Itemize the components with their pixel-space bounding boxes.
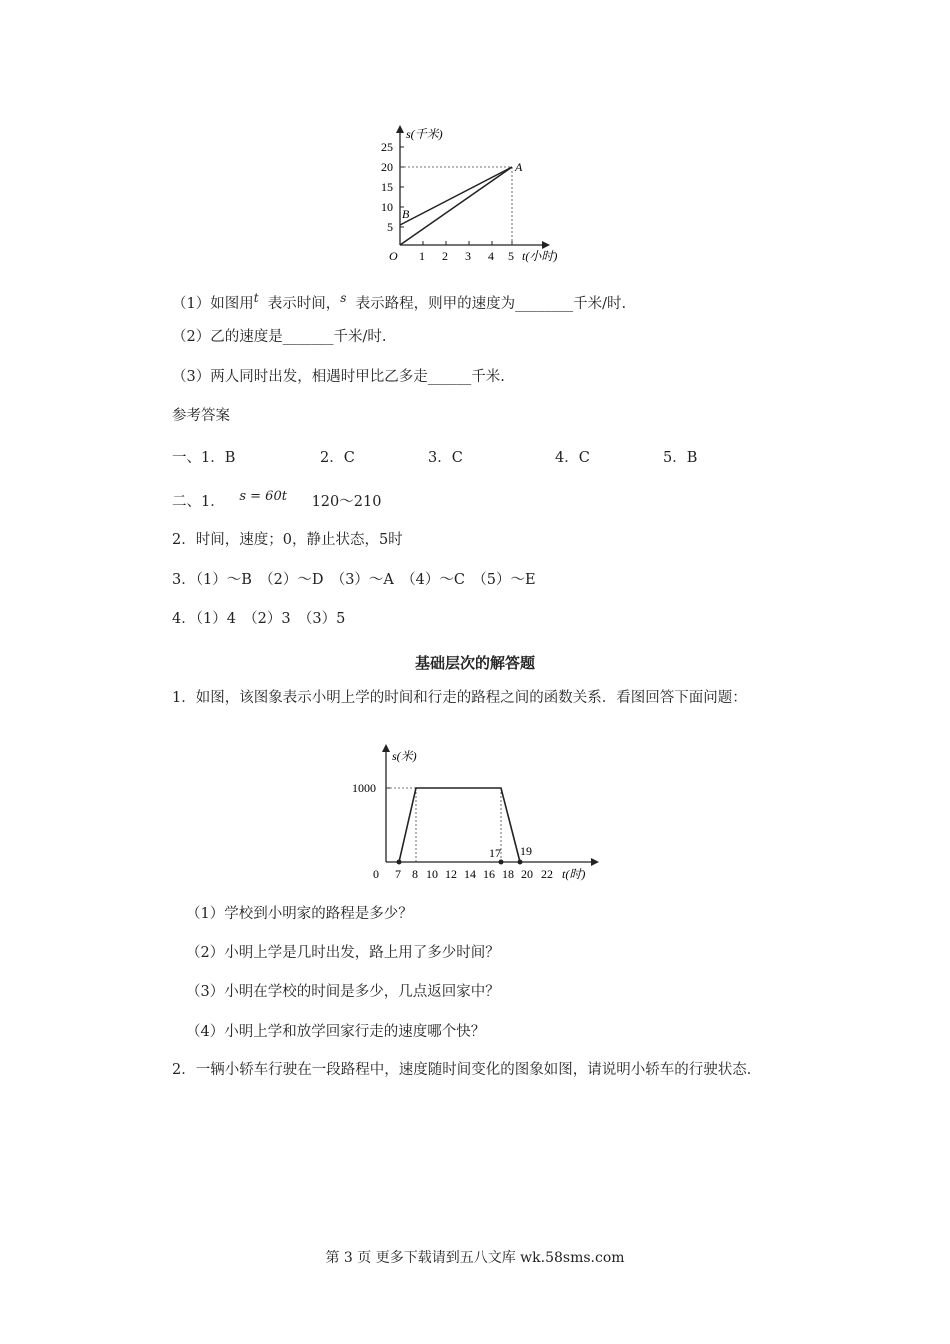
x-tick-8: 8 bbox=[412, 867, 418, 881]
label-19: 19 bbox=[520, 844, 532, 858]
y-value-1000: 1000 bbox=[352, 781, 376, 795]
distance-time-chart-1 bbox=[370, 120, 590, 265]
y-axis-label: s(米) bbox=[392, 749, 417, 763]
answer-line-3: 3．（1）～B （2）～D （3）～A （4）～C （5）～E bbox=[172, 572, 536, 588]
x-tick-18: 18 bbox=[502, 867, 514, 881]
line-o-to-a bbox=[400, 167, 512, 245]
section-title: 基础层次的解答题 bbox=[414, 654, 535, 672]
point-x17 bbox=[499, 860, 504, 865]
route-line bbox=[399, 788, 520, 862]
variable-t: t bbox=[253, 291, 259, 305]
x-tick-3: 3 bbox=[465, 249, 471, 263]
question-3: （3）两人同时出发，相遇时甲比乙多走______千米. bbox=[172, 369, 505, 385]
y-tick-20: 20 bbox=[381, 160, 393, 174]
range: 120～210 bbox=[311, 494, 382, 510]
answer-1-4: 4．C bbox=[555, 450, 590, 466]
answer-line-2: 2．时间，速度；0，静止状态，5时 bbox=[172, 532, 403, 548]
problem-2-text: 2．一辆小轿车行驶在一段路程中，速度随时间变化的图象如图，请说明小轿车的行驶状态． bbox=[172, 1062, 762, 1078]
origin-label: O bbox=[389, 249, 398, 263]
y-axis-label: s(千米) bbox=[406, 127, 443, 141]
x-tick-4: 4 bbox=[488, 249, 494, 263]
answer-1-5: 5．B bbox=[663, 450, 698, 466]
answer-1-1: 一、1．B bbox=[172, 450, 236, 466]
label-17: 17 bbox=[489, 846, 501, 860]
y-tick-15: 15 bbox=[381, 180, 393, 194]
x-tick-16: 16 bbox=[483, 867, 495, 881]
x-tick-5: 5 bbox=[508, 249, 514, 263]
y-tick-5: 5 bbox=[387, 220, 393, 234]
y-tick-25: 25 bbox=[381, 140, 393, 154]
variable-s: s bbox=[340, 291, 347, 305]
x-axis-label: t(时) bbox=[562, 867, 586, 881]
x-tick-1: 1 bbox=[419, 249, 425, 263]
answer-2-1: 二、1． s = 60t 120～210 bbox=[172, 489, 382, 510]
problem-1-question-2: （2）小明上学是几时出发，路上用了多少时间？ bbox=[186, 945, 500, 961]
line-b-to-a bbox=[400, 167, 512, 225]
point-x7 bbox=[397, 860, 402, 865]
x-tick-22: 22 bbox=[541, 867, 553, 881]
x-tick-2: 2 bbox=[442, 249, 448, 263]
answer-1-2: 2．C bbox=[320, 450, 355, 466]
problem-1-question-4: （4）小明上学和放学回家行走的速度哪个快？ bbox=[186, 1024, 486, 1040]
problem-1-question-3: （3）小明在学校的时间是多少，几点返回家中？ bbox=[186, 984, 500, 1000]
point-b-label: B bbox=[402, 207, 410, 221]
x-axis-label: t(小时) bbox=[522, 249, 558, 263]
y-tick-10: 10 bbox=[381, 200, 393, 214]
page-footer: 第 3 页 更多下载请到五八文库 wk.58sms.com bbox=[325, 1250, 625, 1266]
answer-line-4: 4．（1）4 （2）3 （3）5 bbox=[172, 611, 346, 627]
problem-1-question-1: （1）学校到小明家的路程是多少？ bbox=[186, 906, 413, 922]
x-tick-20: 20 bbox=[521, 867, 533, 881]
distance-time-chart-2 bbox=[348, 740, 608, 888]
x-tick-12: 12 bbox=[445, 867, 457, 881]
point-a-label: A bbox=[515, 160, 523, 174]
formula: s = 60t bbox=[239, 489, 287, 504]
question-2: （2）乙的速度是_______千米/时. bbox=[172, 329, 387, 345]
x-tick-10: 10 bbox=[426, 867, 438, 881]
answers-heading: 参考答案 bbox=[172, 408, 230, 424]
x-tick-0: 0 bbox=[373, 867, 379, 881]
point-x19 bbox=[518, 860, 523, 865]
x-tick-7: 7 bbox=[395, 867, 401, 881]
question-1: （1）如图用$^t$ 表示时间，$^s$ 表示路程，则甲的速度为________千米/时. bbox=[172, 291, 627, 312]
x-tick-14: 14 bbox=[464, 867, 476, 881]
problem-1-text: 1．如图，该图象表示小明上学的时间和行走的路程之间的函数关系．看图回答下面问题： bbox=[172, 690, 747, 706]
answer-1-3: 3．C bbox=[428, 450, 463, 466]
